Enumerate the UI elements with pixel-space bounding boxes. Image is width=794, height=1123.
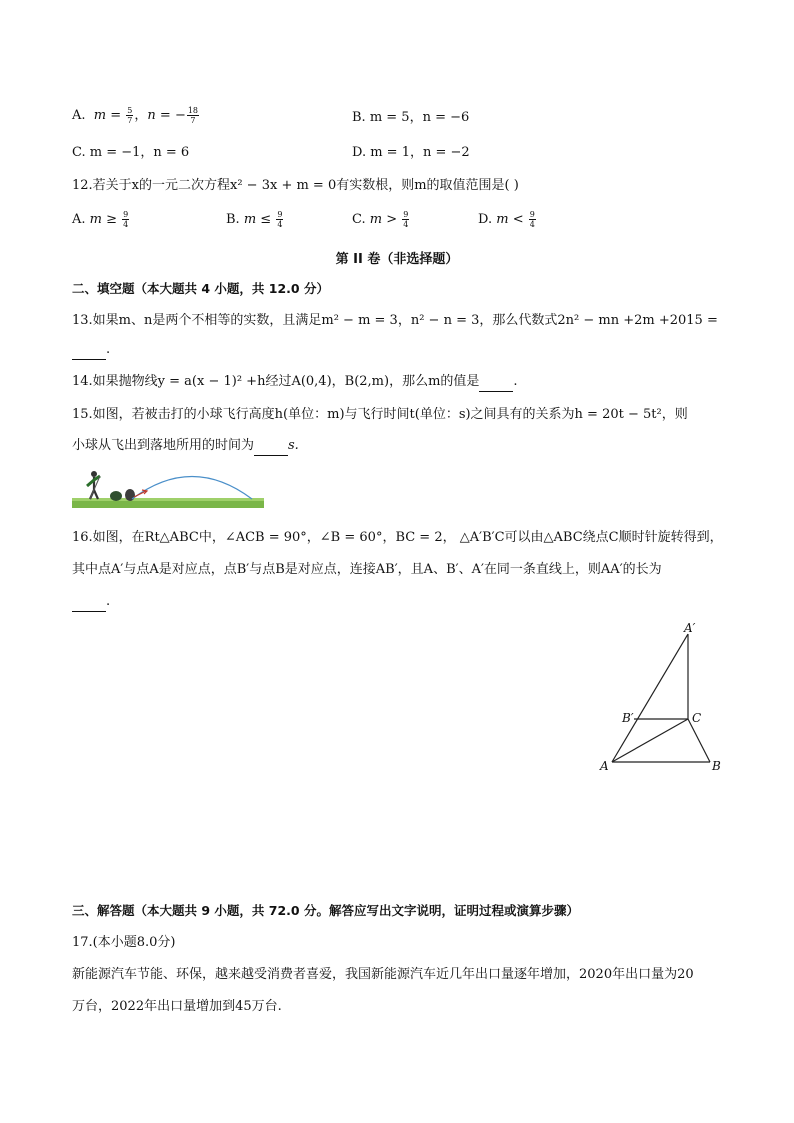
part-two-title: 第 II 卷（非选择题） bbox=[335, 252, 459, 267]
q12-stem: 12.若关于x的一元二次方程x² − 3x + m = 0有实数根，则m的取值范围是( ) bbox=[72, 178, 519, 193]
q15-blank bbox=[254, 441, 288, 456]
segment-c-b bbox=[688, 719, 710, 762]
q11-option-b: B. m = 5，n = −6 bbox=[352, 110, 470, 125]
section-fill-in-title: 二、填空题（本大题共 4 小题，共 12.0 分） bbox=[72, 281, 329, 296]
q16-blank bbox=[72, 597, 106, 612]
q11-option-d: D. m = 1，n = −2 bbox=[352, 145, 470, 160]
label-a: A bbox=[600, 759, 609, 773]
label-b: B bbox=[712, 759, 721, 773]
triangle-figure bbox=[596, 618, 736, 778]
segment-a-a1 bbox=[612, 634, 688, 762]
q11-option-c: C. m = −1，n = 6 bbox=[72, 145, 190, 160]
q16-line3: . bbox=[72, 592, 110, 612]
q14-blank bbox=[479, 377, 513, 392]
q14-line: 14.如果抛物线y = a(x − 1)² +h经过A(0,4)，B(2,m)，那么m的值是 . bbox=[72, 372, 518, 392]
grass-icon bbox=[72, 500, 264, 508]
q15-line2: 小球从飞出到落地所用的时间为 s. bbox=[72, 436, 299, 456]
q13-blank bbox=[72, 345, 106, 360]
label-c: C bbox=[692, 711, 702, 725]
segment-a-c bbox=[612, 719, 688, 762]
q11-option-a: A. m = $\frac{5}{7}$ ，n = − $\frac{18}{7}$ bbox=[72, 106, 199, 125]
label-a-prime: A′ bbox=[684, 621, 696, 635]
q17-header: 17.(本小题8.0分) bbox=[72, 935, 176, 950]
q13-text: 13.如果m、n是两个不相等的实数，且满足m² − m = 3，n² − n = 3，那么代数式2n² − mn +2m +2015 = bbox=[72, 313, 718, 328]
q16-line1: 16.如图，在Rt△ABC中，∠ACB = 90°，∠B = 60°，BC = 2， △A′B′C可以由△ABC绕点C顺时针旋转得到， bbox=[72, 530, 723, 545]
q17-line2: 万台，2022年出口量增加到45万台. bbox=[72, 999, 282, 1014]
section-answer-title: 三、解答题（本大题共 9 小题，共 72.0 分。解答应写出文字说明，证明过程或演算步骤） bbox=[72, 903, 579, 918]
q17-line1: 新能源汽车节能、环保，越来越受消费者喜爱，我国新能源汽车近几年出口量逐年增加，2020年出口量为20 bbox=[72, 967, 694, 982]
q12-option-b: B. m ≤ $\frac{9}{4}$ bbox=[226, 210, 283, 229]
q15-line1: 15.如图，若被击打的小球飞行高度h(单位：m)与飞行时间t(单位：s)之间具有的关系为h = 20t − 5t²，则 bbox=[72, 407, 688, 422]
q12-option-d: D. m < $\frac{9}{4}$ bbox=[478, 210, 535, 229]
q13-answer-line: . bbox=[72, 340, 110, 360]
q16-line2: 其中点A′与点A是对应点，点B′与点B是对应点，连接AB′，且A、B′、A′在同一条直线上，则AA′的长为 bbox=[72, 562, 662, 577]
q12-option-c: C. m > $\frac{9}{4}$ bbox=[352, 210, 409, 229]
label-b-prime: B′ bbox=[622, 711, 634, 725]
q12-option-a: A. m ≥ $\frac{9}{4}$ bbox=[72, 210, 129, 229]
golf-illustration bbox=[72, 464, 264, 510]
golfer-icon bbox=[87, 471, 100, 499]
bush-icon bbox=[110, 491, 122, 501]
ball-trajectory bbox=[132, 477, 252, 500]
q14-text: 14.如果抛物线y = a(x − 1)² +h经过A(0,4)，B(2,m)，那么m的值是 bbox=[72, 374, 480, 389]
